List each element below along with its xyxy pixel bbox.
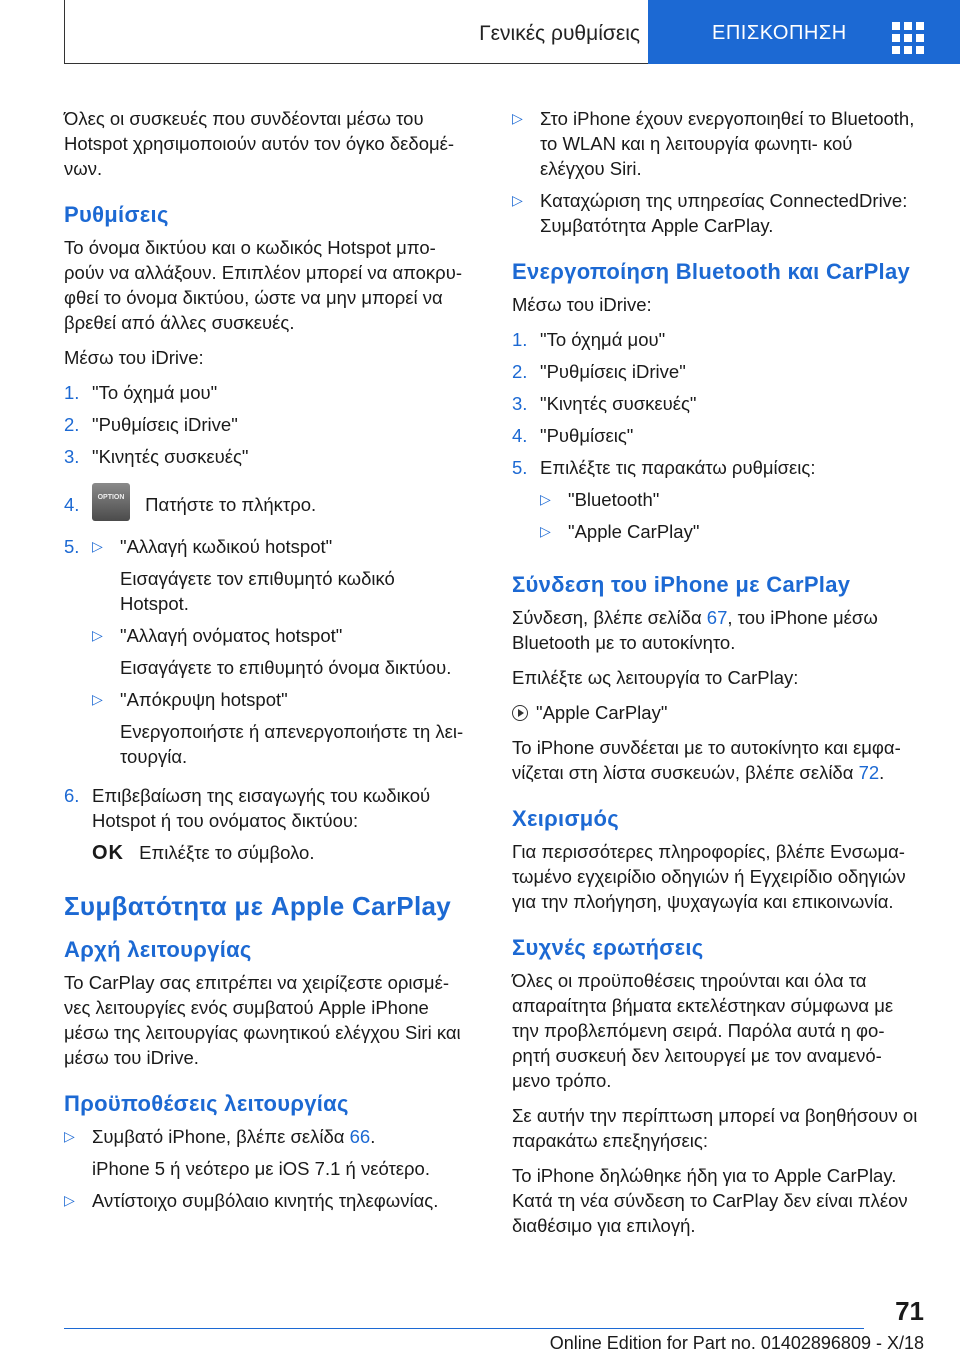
via-idrive-text: Μέσω του iDrive: [64, 347, 204, 368]
triangle-bullet-icon: ▷ [540, 523, 551, 539]
faq-text: Όλες οι προϋποθέσεις τηρούνται και όλα τα απαραίτητα βήματα εκτελέστηκαν σύμφωνα με την προβλεπόμενη σειρά. Παρόλα αυτά η φο‐ ρητή συσκευή δεν λειτουργεί με τον αναμενό‐ μενο τρόπο. [512, 970, 894, 1091]
principle-heading: Αρχή λειτουργίας [64, 937, 252, 962]
overview-tab[interactable] [648, 0, 960, 64]
list-item: 3. "Κινητές συσκευές" [512, 393, 697, 414]
faq-text: Σε αυτήν την περίπτωση μπορεί να βοηθήσουν οι παρακάτω επεξηγήσεις: [512, 1105, 918, 1151]
page-link[interactable]: 66 [349, 1126, 371, 1147]
triangle-bullet-icon: ▷ [92, 691, 103, 707]
grid-icon [892, 22, 924, 54]
list-item: ▷ "Αλλαγή ονόματος hotspot" Εισαγάγετε το επιθυμητό όνομα δικτύου. [92, 625, 452, 678]
prereq-heading: Προϋποθέσεις λειτουργίας [64, 1091, 349, 1116]
ok-icon: OK [92, 842, 124, 864]
footer-edition: Online Edition for Part no. 01402896809 - X/18 [549, 1333, 924, 1353]
connect-option: "Apple CarPlay" [512, 700, 922, 725]
faq-text: Το iPhone δηλώθηκε ήδη για το Apple CarPlay. Κατά τη νέα σύνδεση το CarPlay δεν είναι πλέον διαθέσιμο για επιλογή. [512, 1165, 908, 1236]
via-idrive-text: Μέσω του iDrive: [512, 294, 652, 315]
connect-heading: Σύνδεση του iPhone με CarPlay [512, 572, 851, 597]
triangle-bullet-icon: ▷ [512, 192, 523, 208]
list-item: 4. OPTION Πατήστε το πλήκτρο. [64, 483, 464, 527]
page-link[interactable]: 67 [706, 607, 728, 628]
page-link[interactable]: 72 [858, 762, 880, 783]
triangle-bullet-icon: ▷ [92, 627, 103, 643]
connect-result-text: Το iPhone συνδέεται με το αυτοκίνητο και εμφα‐ νίζεται στη λίστα συσκευών, βλέπε σελίδα 72. [512, 737, 901, 783]
footer-divider [64, 1328, 864, 1329]
list-item: 6. Επιβεβαίωση της εισαγωγής του κωδικού Hotspot ή του ονόματος δικτύου: OK Επιλέξτε το σύμβολο. [64, 785, 431, 864]
settings-text: Το όνομα δικτύου και ο κωδικός Hotspot μπο‐ ρούν να αλλάξουν. Επιπλέον μπορεί να αποκρυ‐ φθεί το όνομα δικτύου, ώστε να μην μπορεί να βρεθεί από άλλες συσκευές. [64, 237, 462, 333]
hotspot-intro: Όλες οι συσκευές που συνδέονται μέσω του Hotspot χρησιμοποιούν αυτόν τον όγκο δεδομέ‐ νων. [64, 108, 455, 179]
overview-tab-label: ΕΠΙΣΚΟΠΗΣΗ [712, 22, 847, 44]
triangle-bullet-icon: ▷ [540, 491, 551, 507]
page-number: 71 [895, 1296, 924, 1326]
list-item: ▷ "Bluetooth" [540, 489, 660, 510]
triangle-bullet-icon: ▷ [64, 1192, 75, 1208]
triangle-bullet-icon: ▷ [64, 1128, 75, 1144]
list-item: 2. "Ρυθμίσεις iDrive" [64, 414, 238, 435]
option-button-icon: OPTION [92, 483, 130, 521]
left-column [64, 106, 464, 1220]
list-item: 5. ▷ "Αλλαγή κωδικού hotspot" Εισαγάγετε τον επιθυμητό κωδικό Hotspot. ▷ "Αλλαγή ονόματος hotspot" Εισαγάγετε το επιθυμητό όνομα δικτύου. ▷ "Απόκρυψη hotspot" Ενεργοποιήστε ή απενεργοποιήστε τη λει‐ τουργία. [64, 536, 464, 767]
principle-text: Το CarPlay σας επιτρέπει να χειρίζεστε ορισμέ‐ νες λειτουργίες ενός συμβατού Apple iPhone μέσω της λειτουργίας φωνητικού ελέγχου Siri και μέσω του iDrive. [64, 972, 461, 1068]
list-item: 2. "Ρυθμίσεις iDrive" [512, 361, 686, 382]
settings-heading: Ρυθμίσεις [64, 202, 169, 227]
right-column [512, 106, 922, 1248]
list-item: 1. "Το όχημά μου" [64, 382, 218, 403]
connect-text: Σύνδεση, βλέπε σελίδα 67, του iPhone μέσω Bluetooth με το αυτοκίνητο. [512, 607, 878, 653]
operation-heading: Χειρισμός [512, 806, 620, 831]
play-icon [512, 705, 528, 721]
operation-text: Για περισσότερες πληροφορίες, βλέπε Ενσωμα‐ τωμένο εγχειρίδιο οδηγιών ή Εγχειρίδιο οδηγιών για την πλοήγηση, ψυχαγωγία και επικοινωνία. [512, 841, 906, 912]
list-item: ▷ Καταχώριση της υπηρεσίας ConnectedDrive: Συμβατότητα Apple CarPlay. [512, 190, 908, 236]
list-item: 1. "Το όχημά μου" [512, 329, 666, 350]
list-item: ▷ "Apple CarPlay" [540, 521, 700, 542]
list-item: ▷ Συμβατό iPhone, βλέπε σελίδα 66. iPhone 5 ή νεότερο με iOS 7.1 ή νεότερο. [64, 1126, 430, 1179]
triangle-bullet-icon: ▷ [92, 538, 103, 554]
section-title: Γενικές ρυθμίσεις [479, 22, 640, 45]
list-item: ▷ "Αλλαγή κωδικού hotspot" Εισαγάγετε τον επιθυμητό κωδικό Hotspot. [92, 536, 395, 614]
list-item: ▷ Αντίστοιχο συμβόλαιο κινητής τηλεφωνίας. [64, 1190, 439, 1211]
list-item: 4. "Ρυθμίσεις" [512, 425, 634, 446]
faq-heading: Συχνές ερωτήσεις [512, 935, 704, 960]
list-item: 3. "Κινητές συσκευές" [64, 446, 249, 467]
activation-heading: Ενεργοποίηση Bluetooth και CarPlay [512, 259, 911, 284]
connect-mode-text: Επιλέξτε ως λειτουργία το CarPlay: [512, 667, 799, 688]
list-item: ▷ Στο iPhone έχουν ενεργοποιηθεί το Bluetooth, το WLAN και η λειτουργία φωνητι‐ κού ελέγχου Siri. [512, 108, 915, 179]
list-item: 5. Επιλέξτε τις παρακάτω ρυθμίσεις: ▷ "Bluetooth" ▷ "Apple CarPlay" [512, 455, 922, 551]
compat-heading: Συμβατότητα με Apple CarPlay [64, 891, 451, 921]
triangle-bullet-icon: ▷ [512, 110, 523, 126]
list-item: ▷ "Απόκρυψη hotspot" Ενεργοποιήστε ή απενεργοποιήστε τη λει‐ τουργία. [92, 689, 464, 767]
